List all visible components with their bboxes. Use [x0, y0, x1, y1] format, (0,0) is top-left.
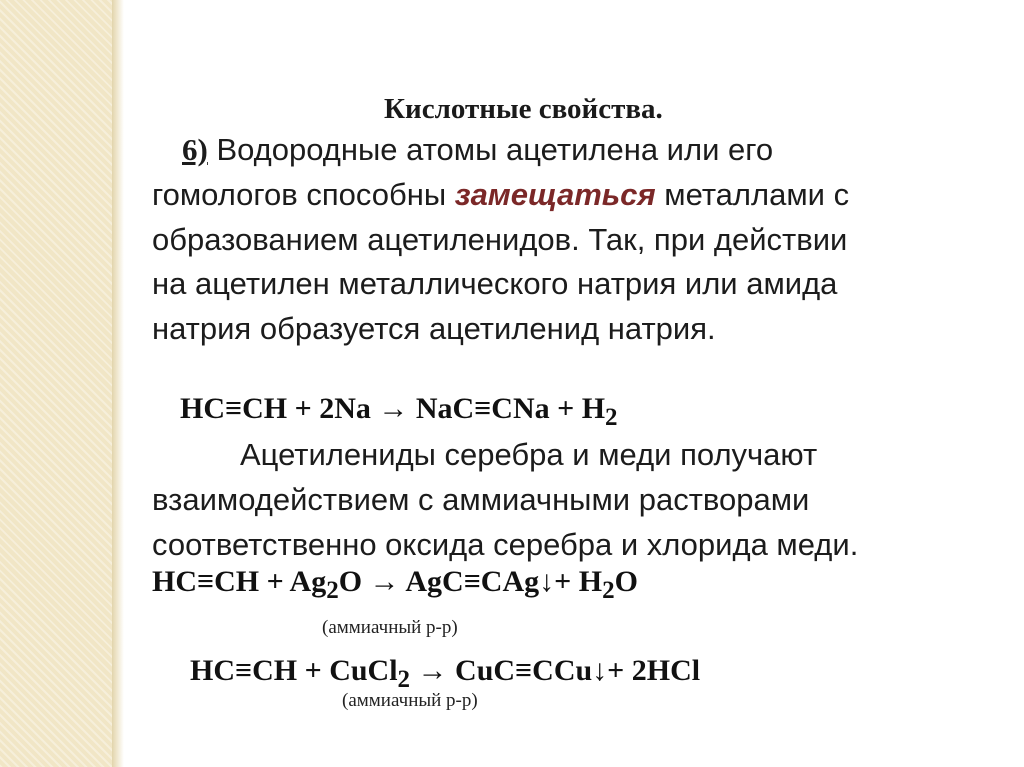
paragraph1-line5: натрия образуется ацетиленид натрия.	[152, 311, 716, 346]
paragraph1-line4: на ацетилен металлического натрия или амида	[152, 266, 838, 301]
paragraph1-line1-text: Водородные атомы ацетилена или его	[207, 132, 774, 167]
equation-silver-condition: (аммиачный р-р)	[322, 617, 458, 638]
emphasized-word: замещаться	[454, 177, 656, 212]
paragraph1-line2-before: гомологов способны	[152, 177, 455, 212]
decorative-side-strip	[0, 0, 112, 767]
slide-heading: Кислотные свойства.	[384, 93, 663, 125]
equation-copper-subscript: 2	[397, 666, 411, 693]
paragraph2-line1: Ацетилениды серебра и меди получают	[240, 437, 818, 472]
equation-sodium	[180, 392, 618, 432]
equation-silver	[152, 565, 638, 605]
equation-silver-part1: HC≡CH + Ag	[152, 565, 327, 598]
equation-silver-part3: O	[614, 565, 638, 598]
equation-copper-part2: → CuC≡CCu↓+ 2HCl	[410, 654, 701, 687]
equation-copper-part1: HC≡CH + CuCl	[190, 654, 398, 687]
paragraph2-line3: соответственно оксида серебра и хлорида меди.	[152, 527, 859, 562]
equation-sodium-subscript: 2	[605, 404, 618, 431]
equation-silver-subscript2: 2	[602, 577, 615, 604]
paragraph2-line2: взаимодействием с аммиачными растворами	[152, 482, 810, 517]
paragraph1-line1	[182, 132, 773, 168]
paragraph1-line2-after: металлами с	[655, 177, 850, 212]
equation-sodium-main: HC≡CH + 2Na → NaC≡CNa + H	[180, 392, 606, 425]
side-strip-shadow	[112, 0, 124, 767]
paragraph1-line2	[152, 177, 849, 213]
paragraph1-line3: образованием ацетиленидов. Так, при действии	[152, 222, 848, 257]
equation-copper-condition: (аммиачный р-р)	[342, 690, 478, 711]
equation-silver-part2: O → AgC≡CAg↓+ H	[338, 565, 603, 598]
equation-copper	[190, 654, 700, 694]
equation-silver-subscript1: 2	[326, 577, 339, 604]
item-number: 6)	[182, 132, 208, 167]
